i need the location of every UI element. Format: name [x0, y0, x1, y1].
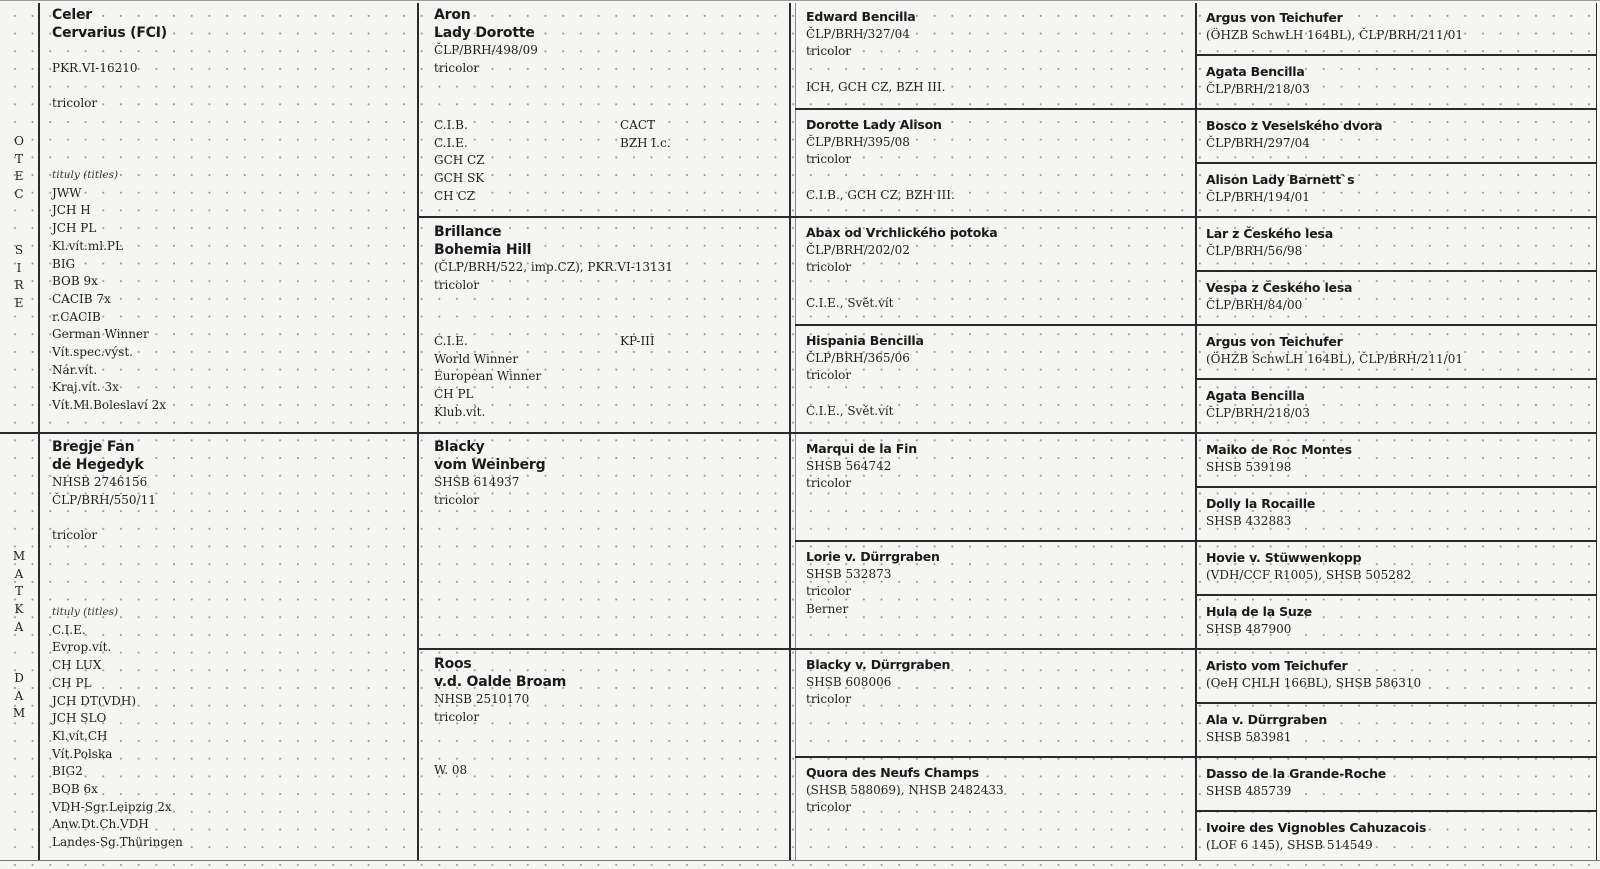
gen2-ss-titles-left — [434, 117, 604, 206]
gen4-cell-9 — [1206, 441, 1591, 476]
divider-gen4-7 — [1195, 378, 1596, 380]
gen4-registration: ČLP/BRH/56/98 — [1206, 243, 1303, 258]
divider-gen3-2 — [795, 216, 1195, 218]
gen3-cell-7 — [806, 656, 1191, 709]
sire-registration: PKR.VI-16210 — [52, 60, 138, 75]
gen4-cell-8 — [1206, 387, 1591, 422]
gen2-ss-title: GCH SK — [434, 171, 485, 186]
gen4-name: Maiko de Roc Montes — [1206, 442, 1352, 457]
gen4-registration: (OeH CHLH 166BL), SHSB 586310 — [1206, 675, 1422, 690]
gen3-titles: Berner — [806, 602, 849, 617]
gen4-cell-3 — [1206, 117, 1591, 152]
dam-titles — [52, 604, 412, 852]
gen3-titles: C.I.E., Svět.vít — [806, 403, 894, 418]
gen3-cell-3 — [806, 224, 1191, 313]
sire-title: JCH H — [52, 203, 91, 218]
gen2-sd-title: Klub.vít. — [434, 404, 486, 419]
sire-name-line1: Celer — [52, 7, 92, 23]
dam-title: C.I.E. — [52, 622, 86, 637]
gen4-cell-16 — [1206, 819, 1591, 854]
gen3-color: tricolor — [806, 584, 852, 599]
sire-titles — [52, 167, 412, 415]
gen4-cell-15 — [1206, 765, 1591, 800]
gen3-name: Lorie v. Dürrgraben — [806, 549, 940, 564]
divider-gen4-2 — [1195, 108, 1596, 110]
gen4-registration: ČLP/BRH/194/01 — [1206, 189, 1310, 204]
gen4-name: Agata Bencilla — [1206, 64, 1305, 79]
label-sire: S I R E — [14, 243, 24, 311]
gen2-sd-titles-left — [434, 333, 604, 422]
divider-gen4-14 — [1195, 756, 1596, 758]
sire-title: JWW — [52, 185, 82, 200]
sire-title: Kl.vít.ml.PL — [52, 238, 123, 253]
gen4-registration: ČLP/BRH/218/03 — [1206, 405, 1310, 420]
gen3-registration: SHSB 532873 — [806, 566, 892, 581]
gen3-color: tricolor — [806, 476, 852, 491]
gen4-registration: ČLP/BRH/218/03 — [1206, 81, 1310, 96]
gen4-name: Hovie v. Stüwwenkopp — [1206, 550, 1362, 565]
gen2-sd-title: C.I.E. — [434, 334, 468, 348]
gen2-sd-registration: (ČLP/BRH/522, imp.CZ), PKR.VI-13131 — [434, 260, 673, 274]
gen2-ss-name-line1: Aron — [434, 7, 471, 23]
sire-color: tricolor — [52, 96, 98, 111]
gen2-sd-title: KP-III — [620, 334, 655, 348]
gen4-name: Ala v. Dürrgraben — [1206, 712, 1328, 727]
dam-title: Kl.vít.CH — [52, 728, 108, 743]
gen2-sire-dam-cell — [434, 224, 784, 294]
gen3-registration: (SHSB 588069), NHSB 2482433 — [806, 782, 1004, 797]
divider-gen3-7 — [795, 756, 1195, 758]
gen4-registration: SHSB 539198 — [1206, 459, 1292, 474]
gen4-registration: SHSB 487900 — [1206, 621, 1292, 636]
divider-gen4-10 — [1195, 540, 1596, 542]
gen2-ss-color: tricolor — [434, 60, 480, 75]
gen3-registration: ČLP/BRH/395/08 — [806, 134, 910, 149]
dam-title: Anw.Dt.Ch.VDH — [52, 817, 149, 832]
gen3-cell-2 — [806, 116, 1191, 205]
gen2-ss-registration: ČLP/BRH/498/09 — [434, 43, 538, 57]
gen4-registration: SHSB 583981 — [1206, 729, 1292, 744]
sire-title: Vít.Ml.Boleslaví 2x — [52, 398, 167, 413]
gen4-name: Lar z Českého lesa — [1206, 226, 1333, 241]
dam-color: tricolor — [52, 528, 98, 543]
gen3-name: Quora des Neufs Champs — [806, 765, 979, 780]
gen4-registration: ČLP/BRH/84/00 — [1206, 297, 1303, 312]
gen4-name: Bosco z Veselského dvora — [1206, 118, 1383, 133]
gen4-registration: SHSB 485739 — [1206, 783, 1292, 798]
gen3-name: Blacky v. Dürrgraben — [806, 657, 951, 672]
sire-title: CACIB 7x — [52, 291, 111, 306]
gen3-titles: C.I.E., Svět.vít — [806, 295, 894, 310]
divider-gen3-6 — [795, 648, 1195, 650]
dam-title: JCH DT(VDH) — [52, 693, 137, 708]
gen3-color: tricolor — [806, 260, 852, 275]
gen4-registration: (ÖHZB SchwLH 164BL), ČLP/BRH/211/01 — [1206, 351, 1463, 366]
gen3-cell-8 — [806, 764, 1191, 817]
dam-name-line1: Bregje Fan — [52, 439, 135, 455]
gen2-dd-registration: NHSB 2510170 — [434, 692, 530, 706]
gen2-dam-dam-cell — [434, 656, 784, 780]
divider-gen3-3 — [795, 324, 1195, 326]
gen3-color: tricolor — [806, 152, 852, 167]
gen2-ss-title: GCH CZ — [434, 153, 485, 168]
dam-title: CH LUX — [52, 658, 102, 673]
gen4-cell-7 — [1206, 333, 1591, 368]
gen2-sd-title: European Winner — [434, 369, 542, 384]
gen4-cell-11 — [1206, 549, 1591, 584]
gen4-cell-1 — [1206, 9, 1591, 44]
gen2-ds-registration: SHSB 614937 — [434, 475, 520, 489]
gen4-name: Dolly la Rocaille — [1206, 496, 1316, 511]
gen3-name: Marqui de la Fin — [806, 441, 917, 456]
gen4-registration: (LOF 6 145), SHSB 514549 — [1206, 837, 1373, 852]
gen2-ds-color: tricolor — [434, 492, 480, 507]
gen4-name: Agata Bencilla — [1206, 388, 1305, 403]
gen2-sd-name-line1: Brillance — [434, 224, 502, 240]
divider-gen4-9 — [1195, 486, 1596, 488]
gen3-registration: SHSB 608006 — [806, 674, 892, 689]
gen3-registration: SHSB 564742 — [806, 458, 892, 473]
gen4-registration: (VDH/CCF R1005), SHSB 505282 — [1206, 567, 1412, 582]
gen4-name: Hula de la Suze — [1206, 604, 1312, 619]
divider-gen4-11 — [1195, 594, 1596, 596]
gen3-cell-1 — [806, 8, 1191, 97]
dam-title: JCH SLO — [52, 711, 107, 726]
gen4-name: Aristo vom Teichufer — [1206, 658, 1348, 673]
dam-title: VDH-Sgr.Leipzig 2x — [52, 799, 172, 814]
divider-gen2-sire — [417, 216, 795, 218]
dam-title: Evrop.vít. — [52, 640, 112, 655]
divider-gen2-dam — [417, 648, 795, 650]
divider-sire-dam — [0, 432, 1596, 434]
gen3-cell-6 — [806, 548, 1191, 619]
gen2-sd-title: CH PL — [434, 387, 474, 402]
gen4-cell-10 — [1206, 495, 1591, 530]
gen2-sd-title: World Winner — [434, 351, 519, 366]
gen2-ss-title: BZH I.c. — [620, 135, 671, 150]
gen3-color: tricolor — [806, 368, 852, 383]
gen2-sd-name-line2: Bohemia Hill — [434, 241, 532, 258]
gen4-registration: ČLP/BRH/297/04 — [1206, 135, 1310, 150]
gen2-dd-color: tricolor — [434, 709, 480, 724]
gen2-ss-titles-right — [620, 117, 770, 152]
dam-title: BOB 6x — [52, 782, 98, 797]
gen3-titles: ICH, GCH CZ, BZH III. — [806, 79, 946, 94]
gen2-ds-name-line1: Blacky — [434, 439, 485, 455]
gen2-sire-sire-cell — [434, 7, 784, 77]
gen2-ds-name-line2: vom Weinberg — [434, 456, 546, 473]
gen2-ss-name-line2: Lady Dorotte — [434, 24, 535, 41]
gen2-sd-titles-right — [620, 333, 770, 351]
sire-title: Nár.vít. — [52, 362, 98, 377]
gen4-name: Ivoire des Vignobles Cahuzacois — [1206, 820, 1427, 835]
sire-title: Vít.spec.výst. — [52, 345, 133, 360]
divider-gen4-6 — [1195, 324, 1596, 326]
gen3-cell-5 — [806, 440, 1191, 493]
divider-gen3-1 — [795, 108, 1195, 110]
gen3-color: tricolor — [806, 692, 852, 707]
gen4-cell-6 — [1206, 279, 1591, 314]
right-edge — [1596, 3, 1597, 861]
gen2-ss-title: C.I.B. — [434, 118, 468, 132]
sire-title: r.CACIB — [52, 309, 101, 324]
gen4-cell-13 — [1206, 657, 1591, 692]
gen3-registration: ČLP/BRH/327/04 — [806, 26, 910, 41]
top-border — [0, 0, 1600, 1]
gen2-ss-title: CACT — [620, 118, 656, 132]
dam-cell — [52, 439, 412, 545]
divider-gen4-3 — [1195, 162, 1596, 164]
sire-cell — [52, 7, 412, 113]
label-otec: O T E C — [14, 134, 24, 202]
divider-gen4-12 — [1195, 648, 1596, 650]
label-dam: D A M — [12, 671, 26, 721]
gen2-dd-extra: W. 08 — [434, 762, 468, 777]
gen4-cell-14 — [1206, 711, 1591, 746]
gen3-color: tricolor — [806, 800, 852, 815]
dam-title: CH PL — [52, 675, 92, 690]
dam-title: Vít.Polska — [52, 746, 113, 761]
divider-gen4-13 — [1195, 702, 1596, 704]
dam-registration-1: NHSB 2746156 — [52, 475, 148, 489]
dam-titles-header: tituly (titles) — [52, 606, 119, 618]
sire-titles-header: tituly (titles) — [52, 169, 119, 181]
gen2-ss-title: CH CZ — [434, 188, 475, 203]
divider-gen4-4 — [1195, 216, 1596, 218]
gen3-registration: ČLP/BRH/202/02 — [806, 242, 910, 257]
gen2-ss-title: C.I.E. — [434, 135, 468, 150]
gen3-name: Abax od Vrchlického potoka — [806, 225, 998, 240]
sire-title: German Winner — [52, 327, 149, 342]
gen2-dd-name-line2: v.d. Oalde Broam — [434, 673, 567, 690]
gen4-registration: SHSB 432883 — [1206, 513, 1292, 528]
gen4-cell-2 — [1206, 63, 1591, 98]
gen3-name: Dorotte Lady Alison — [806, 117, 942, 132]
divider-gen4-15 — [1195, 810, 1596, 812]
gen4-cell-4 — [1206, 171, 1591, 206]
gen4-name: Vespa z Českého lesa — [1206, 280, 1353, 295]
gen3-registration: ČLP/BRH/365/06 — [806, 350, 910, 365]
gen4-name: Alison Lady Barnett`s — [1206, 172, 1355, 187]
sire-name-line2: Cervarius (FCI) — [52, 24, 167, 41]
divider-gen4-1 — [1195, 54, 1596, 56]
gen3-titles: C.I.B., GCH CZ, BZH III. — [806, 187, 955, 202]
dam-name-line2: de Hegedyk — [52, 456, 144, 473]
dam-title: Landes-Sg.Thüringen — [52, 835, 183, 850]
gen3-name: Hispania Bencilla — [806, 333, 924, 348]
gen3-cell-4 — [806, 332, 1191, 421]
dam-registration-2: ČLP/BRH/550/11 — [52, 492, 156, 507]
gen4-cell-5 — [1206, 225, 1591, 260]
sire-title: Kraj.vít. 3x — [52, 380, 119, 395]
sire-title: BIG — [52, 256, 76, 271]
sire-title: JCH PL — [52, 221, 97, 236]
sire-title: BOB 9x — [52, 274, 98, 289]
gen2-dam-sire-cell — [434, 439, 784, 509]
gen2-sd-color: tricolor — [434, 277, 480, 292]
label-matka: M A T K A — [12, 549, 26, 634]
bottom-border — [0, 860, 1600, 861]
gen4-name: Argus von Teichufer — [1206, 10, 1343, 25]
gen4-name: Dasso de la Grande-Roche — [1206, 766, 1387, 781]
gen3-color: tricolor — [806, 44, 852, 59]
divider-gen4-5 — [1195, 270, 1596, 272]
gen4-cell-12 — [1206, 603, 1591, 638]
gen4-name: Argus von Teichufer — [1206, 334, 1343, 349]
gen4-registration: (ÖHZB SchwLH 164BL), ČLP/BRH/211/01 — [1206, 27, 1463, 42]
divider-gen3-5 — [795, 540, 1195, 542]
gen2-dd-name-line1: Roos — [434, 656, 472, 672]
dam-title: BIG2 — [52, 764, 83, 779]
gen3-name: Edward Bencilla — [806, 9, 916, 24]
